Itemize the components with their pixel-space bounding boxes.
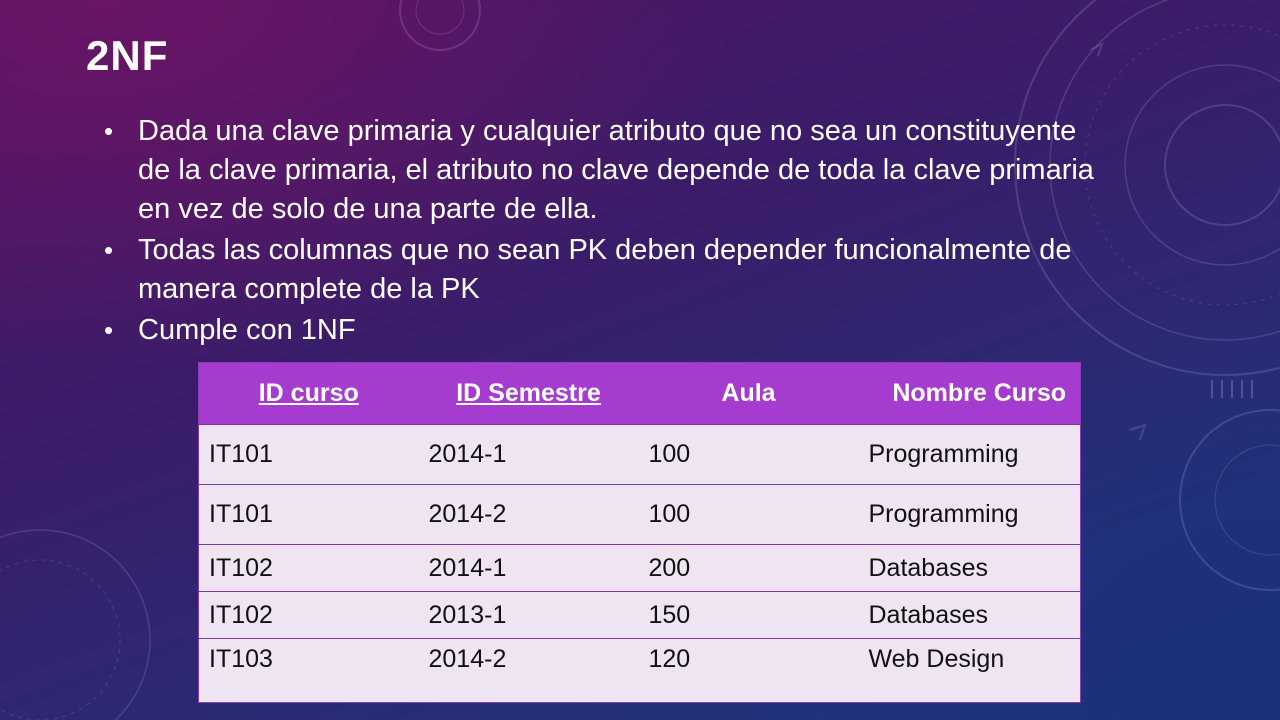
table-row	[199, 425, 1081, 485]
bullet-text: Dada una clave primaria y cualquier atributo que no sea un constituyente de la clave primaria, el atributo no clave depende de toda la clave primaria en vez de solo de una parte de ella.	[138, 115, 1094, 225]
table-cell: 2014-2	[419, 485, 639, 545]
table-row	[199, 639, 1081, 703]
header-id-semestre: ID Semestre	[419, 363, 639, 425]
bullet-item	[100, 311, 1110, 350]
slide-title: 2NF	[86, 32, 169, 79]
table-row	[199, 545, 1081, 592]
table-cell: Programming	[859, 425, 1081, 485]
table-row	[199, 592, 1081, 639]
bullet-dot-icon: •	[104, 315, 114, 345]
bullet-text: Todas las columnas que no sean PK deben depender funcionalmente de manera complete de la PK	[138, 234, 1072, 305]
table-cell: Web Design	[859, 639, 1081, 703]
table-cell: IT102	[199, 592, 419, 639]
table-cell: 2013-1	[419, 592, 639, 639]
table-cell: 2014-1	[419, 545, 639, 592]
table-cell: Databases	[859, 592, 1081, 639]
bullet-dot-icon: •	[104, 235, 114, 265]
table-cell: Programming	[859, 485, 1081, 545]
header-aula: Aula	[639, 363, 859, 425]
table-cell: 150	[639, 592, 859, 639]
table-cell: 100	[639, 485, 859, 545]
table-cell: 200	[639, 545, 859, 592]
bullet-text: Cumple con 1NF	[138, 314, 356, 346]
bullet-item	[100, 231, 1110, 309]
course-table	[198, 362, 1081, 703]
table-cell: IT101	[199, 425, 419, 485]
table-cell: 2014-1	[419, 425, 639, 485]
table-header-row	[199, 363, 1081, 425]
table-cell: 120	[639, 639, 859, 703]
table-cell: IT101	[199, 485, 419, 545]
bullet-dot-icon: •	[104, 116, 114, 146]
header-nombre-curso: Nombre Curso	[859, 363, 1081, 425]
bullet-list	[100, 112, 1110, 352]
table-cell: 100	[639, 425, 859, 485]
table-cell: IT102	[199, 545, 419, 592]
table-row	[199, 485, 1081, 545]
header-id-curso: ID curso	[199, 363, 419, 425]
table-cell: IT103	[199, 639, 419, 703]
bullet-item	[100, 112, 1110, 229]
table-cell: Databases	[859, 545, 1081, 592]
table-cell: 2014-2	[419, 639, 639, 703]
